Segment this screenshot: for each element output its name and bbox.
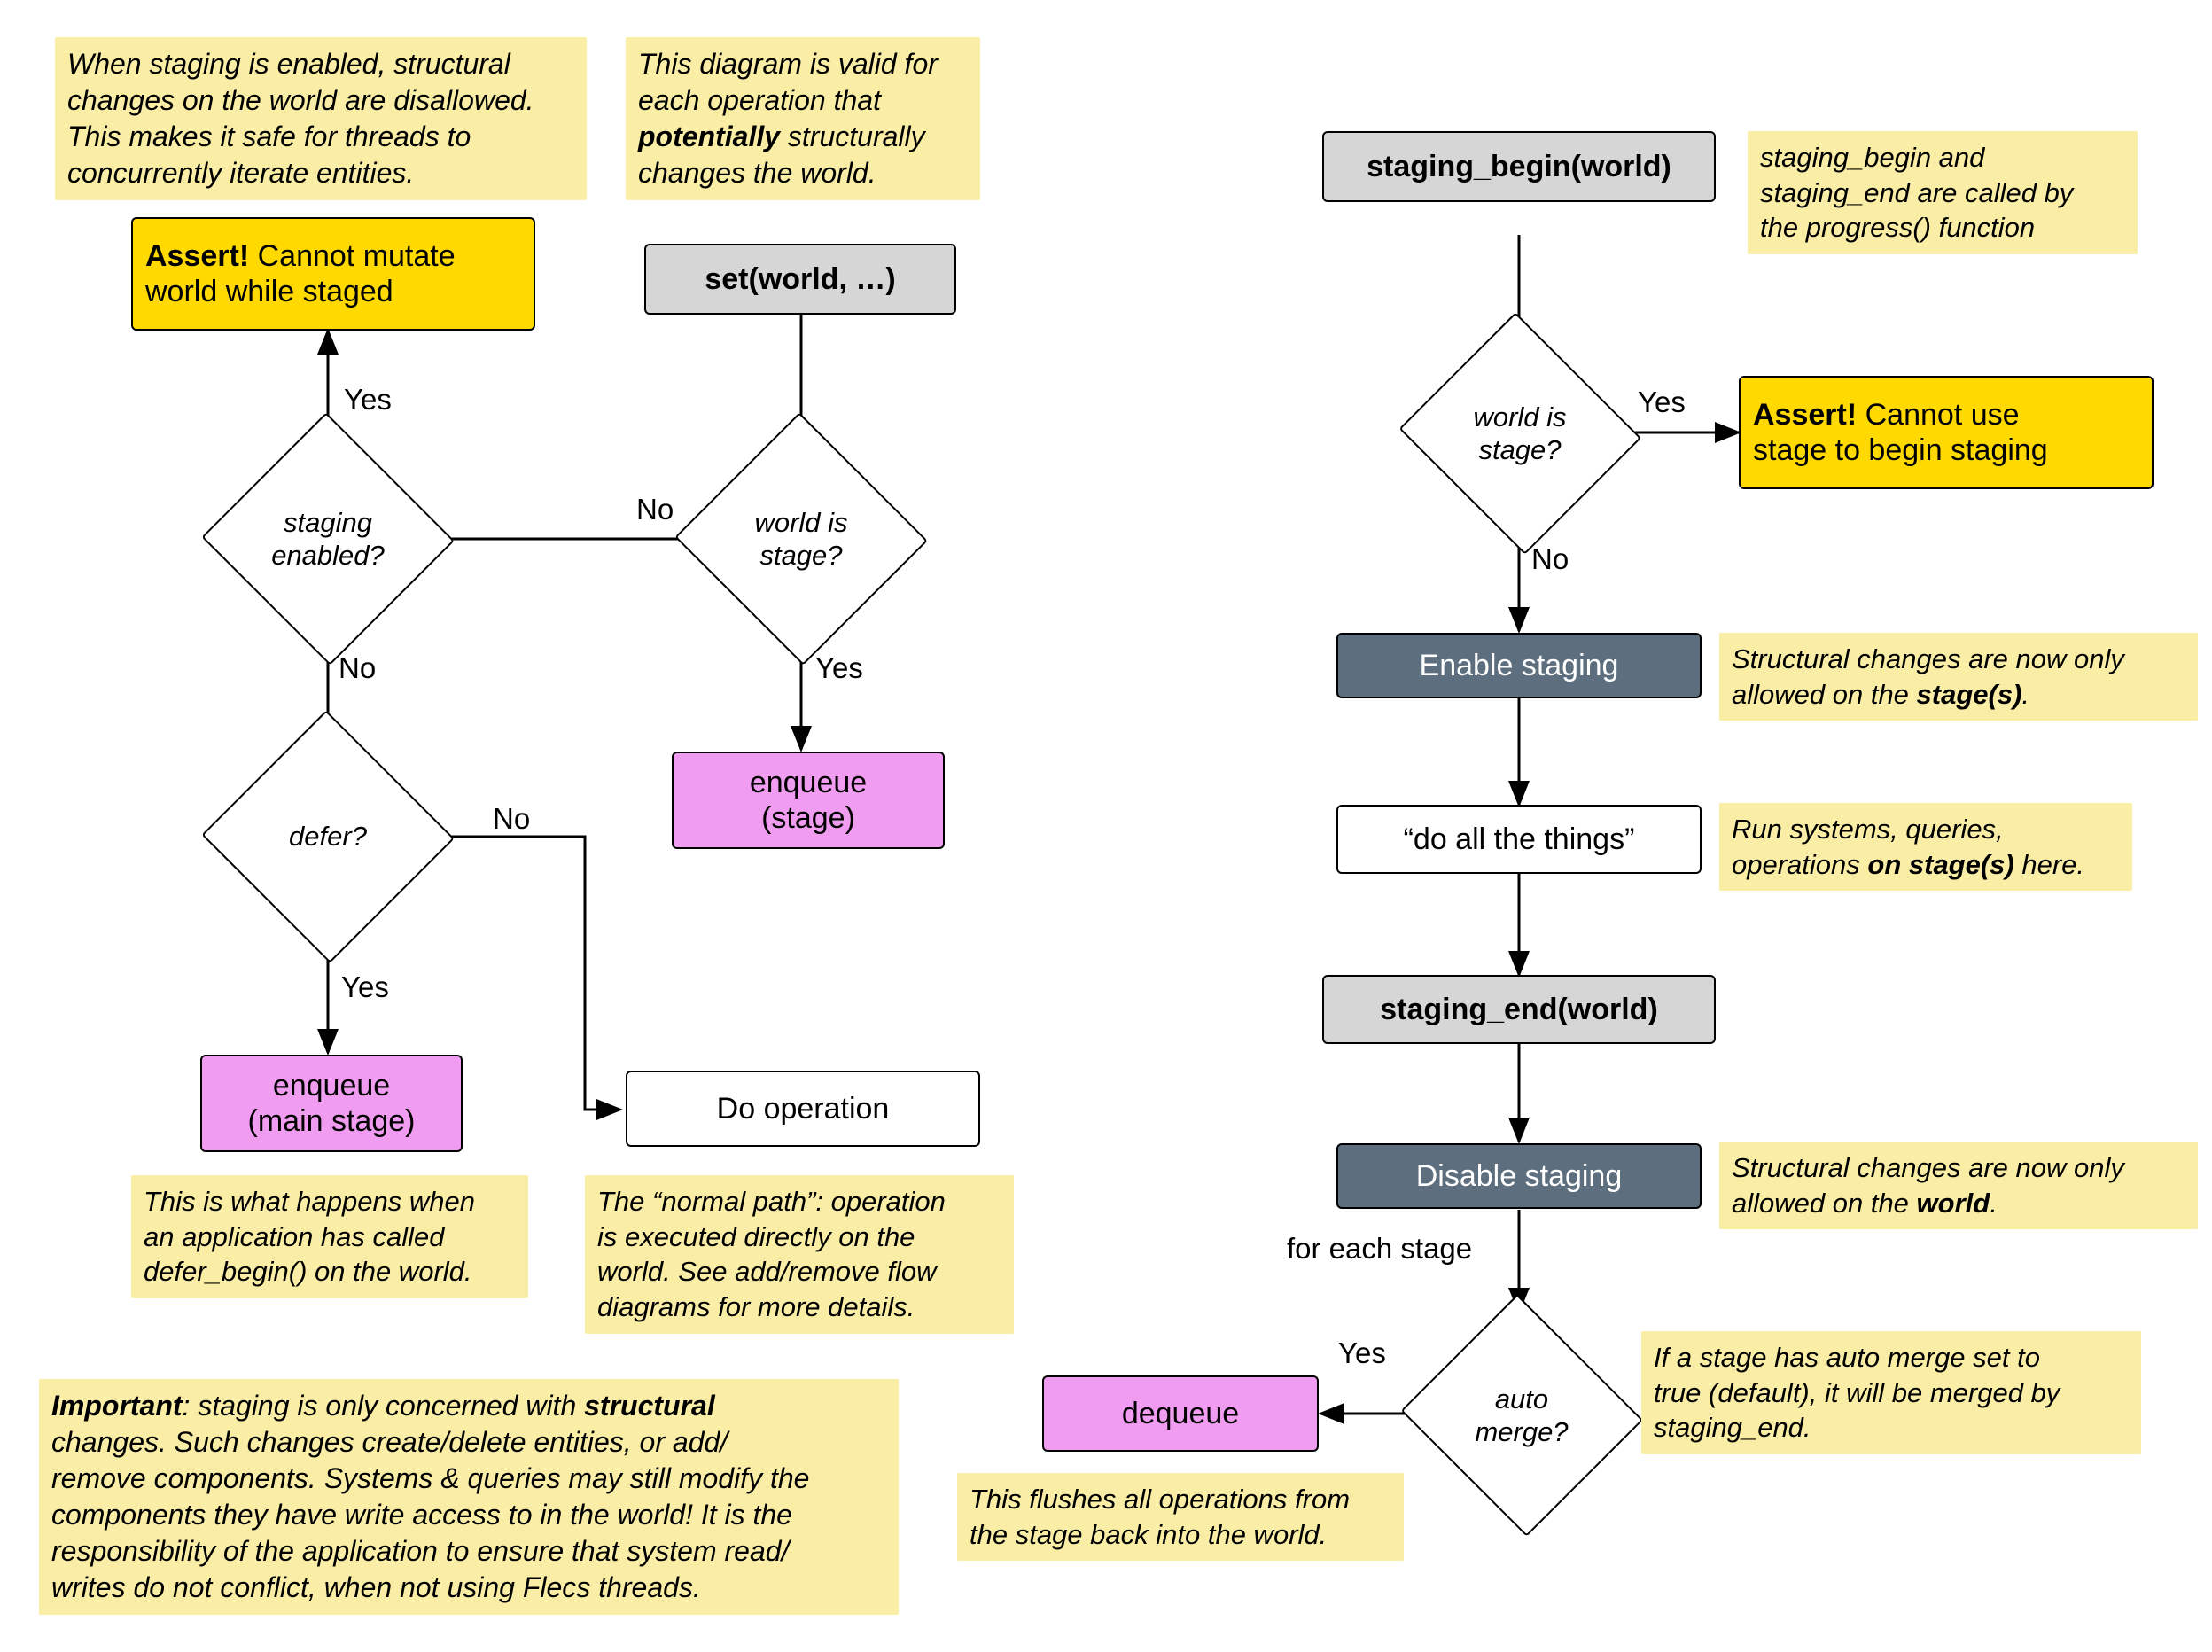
- decision-world-is-stage-left: [675, 417, 927, 661]
- note-progress-function: staging_begin and staging_end are called by the progress() function: [1748, 131, 2138, 254]
- note-defer-begin: This is what happens when an application has called defer_begin() on the world.: [131, 1175, 528, 1298]
- note-enable-staging: Structural changes are now only allowed on the stage(s).: [1719, 633, 2198, 721]
- edge-label-yes-world-is-stage: Yes: [815, 651, 863, 684]
- node-enqueue-main-stage: enqueue (main stage): [200, 1055, 463, 1152]
- node-staging-end: staging_end(world): [1322, 975, 1716, 1044]
- note-disable-staging: Structural changes are now only allowed on the world.: [1719, 1142, 2198, 1229]
- edge-label-yes-assert: Yes: [344, 383, 392, 416]
- node-assert-cannot-mutate: Assert! Cannot mutate world while staged: [131, 217, 535, 331]
- node-disable-staging: Disable staging: [1336, 1143, 1702, 1209]
- note-bold-stages: stage(s): [1916, 678, 2022, 710]
- decision-staging-enabled-label: staging enabled?: [271, 506, 385, 571]
- node-set-world: set(world, …): [644, 244, 956, 315]
- decision-defer: [202, 714, 454, 959]
- node-staging-begin: staging_begin(world): [1322, 131, 1716, 202]
- note-dequeue-flush: This flushes all operations from the stage back into the world.: [957, 1473, 1404, 1561]
- decision-staging-enabled: [202, 417, 454, 661]
- node-enable-staging: Enable staging: [1336, 633, 1702, 698]
- note-bold-on-stages: on stage(s): [1867, 848, 2014, 880]
- note-normal-path: The “normal path”: operation is executed directly on the world. See add/remove flow diagrams for more details.: [585, 1175, 1014, 1334]
- assert-label: Assert!: [145, 238, 250, 273]
- note-diagram-valid: This diagram is valid for each operation that potentially structurally changes the world.: [626, 37, 980, 200]
- edge-label-no-enable: No: [1531, 542, 1569, 575]
- important-label: Important: [51, 1390, 183, 1422]
- node-assert-cannot-use-stage: Assert! Cannot use stage to begin staging: [1739, 376, 2154, 489]
- node-do-all-the-things: “do all the things”: [1336, 805, 1702, 874]
- edge-label-no-staging: No: [339, 651, 377, 684]
- note-auto-merge: If a stage has auto merge set to true (default), it will be merged by staging_end.: [1641, 1331, 2141, 1454]
- edge-label-no-defer: No: [493, 802, 531, 835]
- node-enqueue-stage: enqueue (stage): [672, 752, 945, 849]
- decision-world-is-stage-right: [1397, 319, 1643, 548]
- edge-label-yes-dequeue: Yes: [1338, 1336, 1386, 1369]
- note-do-all-the-things: Run systems, queries, operations on stage(s) here.: [1719, 803, 2132, 891]
- node-dequeue: dequeue: [1042, 1375, 1319, 1452]
- important-structural: structural: [584, 1390, 715, 1422]
- node-do-operation: Do operation: [626, 1071, 980, 1147]
- decision-world-is-stage-right-label: world is stage?: [1473, 401, 1567, 465]
- decision-world-is-stage-left-label: world is stage?: [754, 506, 848, 571]
- edge-label-for-each-stage: for each stage: [1287, 1232, 1473, 1265]
- edge-label-no-world-is-stage: No: [636, 493, 674, 526]
- edge-label-yes-defer: Yes: [341, 970, 389, 1003]
- note-staging-enabled: When staging is enabled, structural changes on the world are disallowed. This makes it safe for threads to concurrently iterate entities.: [55, 37, 587, 200]
- decision-auto-merge: [1398, 1301, 1645, 1530]
- decision-defer-label: defer?: [289, 821, 367, 853]
- note-bold-world: world: [1916, 1187, 1990, 1219]
- edge-label-yes-assert-right: Yes: [1638, 386, 1686, 418]
- assert-label: Assert!: [1753, 397, 1858, 432]
- decision-auto-merge-label: auto merge?: [1475, 1383, 1569, 1447]
- note-bold-potentially: potentially: [638, 120, 781, 152]
- note-important: Important: staging is only concerned with structural changes. Such changes create/delete entities, or add/ remove components. Systems & queries may still modify the components they have write access to in the world! It is the responsibility of the application to ensure that system read/ writes do not conflict, when not using Flecs threads.: [39, 1379, 899, 1615]
